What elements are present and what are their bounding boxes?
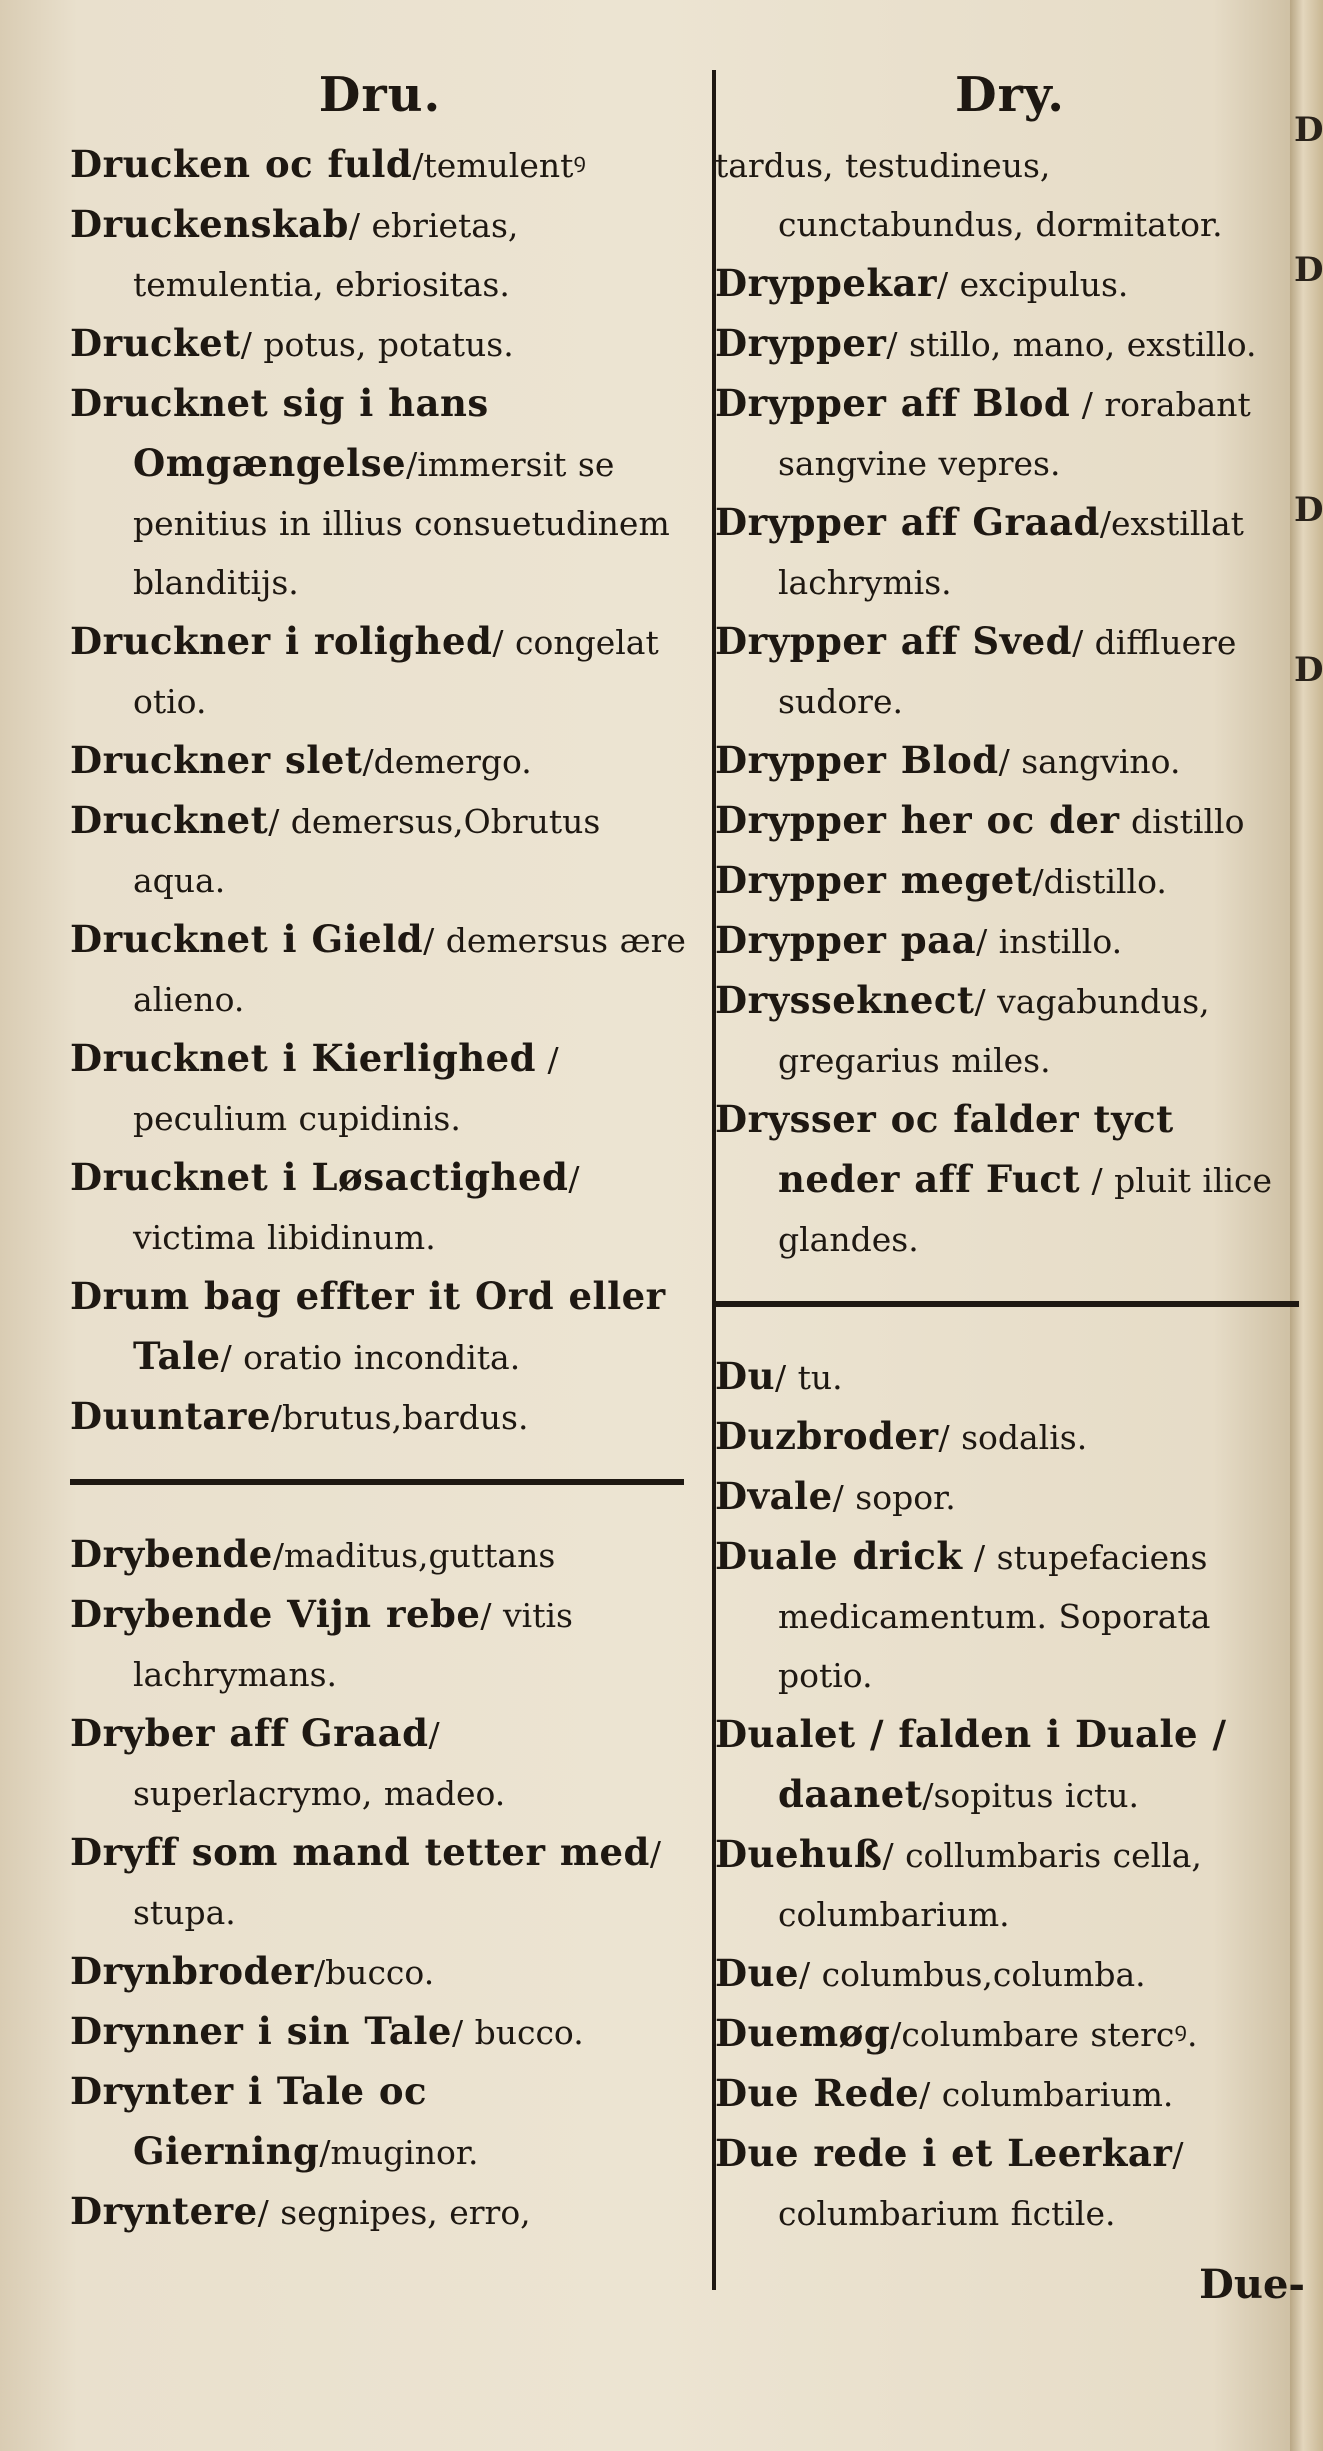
- latin-translation: peculium cupidinis.: [133, 1099, 461, 1138]
- dictionary-entry: [715, 2004, 1305, 2064]
- left-running-head: Dru.: [318, 67, 442, 123]
- dictionary-entry: [70, 731, 690, 791]
- entry-separator: /: [1172, 2135, 1184, 2174]
- entry-separator: /: [882, 1836, 894, 1875]
- latin-translation: columbare stercꝰ.: [901, 2015, 1198, 2054]
- latin-translation: sodalis.: [949, 1418, 1088, 1457]
- edge-letter: D: [1294, 490, 1323, 530]
- latin-translation: columbarium.: [930, 2075, 1174, 2114]
- entry-separator: /: [480, 1596, 492, 1635]
- dictionary-entry: [715, 791, 1305, 851]
- dictionary-entry: [715, 1407, 1305, 1467]
- headword: Drypper aff Graad: [715, 500, 1100, 544]
- latin-translation: muginor.: [330, 2133, 479, 2172]
- dictionary-entry: [70, 791, 690, 910]
- latin-translation: pluit ilice glandes.: [778, 1161, 1273, 1259]
- latin-translation: bucco.: [463, 2013, 584, 2052]
- entry-separator: /: [936, 265, 949, 304]
- headword: Drucken oc fuld: [70, 142, 413, 186]
- entry-separator: /: [272, 1536, 284, 1575]
- entry-separator: /: [412, 146, 424, 185]
- dictionary-entry: [70, 1267, 690, 1387]
- latin-translation: stupa.: [133, 1893, 236, 1932]
- dictionary-entry: [70, 2182, 690, 2242]
- headword: Due: [715, 1951, 800, 1995]
- entry-separator: /: [962, 1538, 986, 1577]
- entry-separator: /: [536, 1040, 559, 1079]
- dictionary-entry: [70, 1942, 690, 2002]
- headword: Drynbroder: [70, 1949, 314, 1993]
- right-running-head: Dry.: [954, 67, 1065, 123]
- latin-translation: distillo: [1131, 802, 1245, 841]
- dictionary-entry: [715, 851, 1305, 911]
- latin-translation: brutus,bardus.: [282, 1398, 529, 1437]
- headword: Dvale: [715, 1474, 833, 1518]
- headword: Duzbroder: [715, 1414, 939, 1458]
- headword: Drucknet i Kierlighed: [70, 1036, 537, 1080]
- entry-separator: /: [240, 325, 252, 364]
- headword: Drypper aff Sved: [715, 619, 1073, 663]
- headword: Duehuß: [715, 1832, 883, 1876]
- headword: Drucknet i Gield: [70, 917, 424, 961]
- latin-translation: demergo.: [373, 742, 532, 781]
- latin-translation: superlacrymo, madeo.: [133, 1774, 506, 1813]
- entry-separator: /: [270, 1398, 283, 1437]
- headword: Dualet / falden i Duale / daanet: [715, 1712, 1227, 1816]
- headword: Dryber aff Graad: [70, 1711, 429, 1755]
- section-separator: [70, 1479, 684, 1485]
- dictionary-entry: [70, 2062, 690, 2182]
- dictionary-entry: [70, 1823, 690, 1942]
- latin-translation: temulentꝰ: [423, 146, 586, 185]
- dictionary-entry: [70, 612, 690, 731]
- dictionary-entry: [715, 493, 1305, 612]
- latin-translation: demersus ære alieno.: [133, 921, 686, 1019]
- entry-separator: /: [890, 2015, 902, 2054]
- dictionary-entry: [70, 1387, 690, 1447]
- entry-separator: /: [1072, 623, 1084, 662]
- entry-separator: /: [319, 2133, 331, 2172]
- headword: Drybende Vijn rebe: [70, 1592, 481, 1636]
- left-column: [70, 55, 690, 2242]
- headword: Due Rede: [715, 2071, 920, 2115]
- entry-separator: /: [257, 2193, 269, 2232]
- entry-separator: /: [220, 1338, 232, 1377]
- entry-separator: /: [886, 325, 898, 364]
- headword: Drynter i Tale oc Gierning: [70, 2069, 428, 2173]
- dictionary-entry: [715, 1090, 1305, 1269]
- latin-translation: stillo, mano, exstillo.: [897, 325, 1257, 364]
- headword: Duale drick: [715, 1534, 963, 1578]
- latin-translation: exstillat lachrymis.: [778, 504, 1244, 602]
- entry-separator: /: [998, 742, 1010, 781]
- headword: Drypper meget: [715, 858, 1033, 902]
- entry-separator: /: [428, 1715, 440, 1754]
- latin-translation: vitis lachrymans.: [133, 1596, 573, 1694]
- latin-translation: sopor.: [843, 1478, 956, 1517]
- dictionary-entry: [70, 1525, 690, 1585]
- latin-translation: columbarium fictile.: [778, 2194, 1116, 2233]
- headword: Drypper Blod: [715, 738, 999, 782]
- entry-separator: /: [832, 1478, 844, 1517]
- section-separator: [715, 1301, 1299, 1307]
- dictionary-entry: [70, 195, 690, 314]
- entry-separator: /: [775, 1358, 787, 1397]
- latin-translation: demersus,Obrutus aqua.: [133, 802, 601, 900]
- headword: Du: [715, 1354, 775, 1398]
- dictionary-entry: [70, 910, 690, 1029]
- latin-translation: tardus, testudineus, cunctabundus, dormitator.: [715, 146, 1223, 244]
- headword: Dryff som mand tetter med: [70, 1830, 650, 1874]
- dictionary-entry: [715, 1467, 1305, 1527]
- right-entries-a: [715, 135, 1305, 1269]
- latin-translation: maditus,guttans: [283, 1536, 556, 1575]
- dictionary-entry: [70, 1704, 690, 1823]
- left-entries-a: [70, 135, 690, 1447]
- latin-translation: instillo.: [987, 922, 1123, 961]
- latin-translation: tu.: [786, 1358, 843, 1397]
- entry-separator: /: [406, 445, 418, 484]
- catchword: Due-: [1199, 2261, 1305, 2308]
- dictionary-entry: [715, 314, 1305, 374]
- left-entries-b: [70, 1525, 690, 2242]
- right-entries-b: [715, 1347, 1305, 2243]
- headword: Drypper paa: [715, 918, 977, 962]
- headword: Drum bag effter it Ord eller Tale: [70, 1274, 666, 1378]
- dictionary-entry: [715, 2064, 1305, 2124]
- headword: Drybende: [70, 1532, 273, 1576]
- dictionary-entry: [715, 1527, 1305, 1705]
- entry-separator: /: [974, 982, 986, 1021]
- entry-separator: /: [1070, 385, 1093, 424]
- headword: Dryntere: [70, 2189, 258, 2233]
- entry-separator: /: [268, 802, 280, 841]
- dictionary-entry: [715, 374, 1305, 493]
- headword: Drucket: [70, 321, 241, 365]
- edge-letter: D: [1294, 110, 1323, 150]
- latin-translation: bucco.: [325, 1953, 435, 1992]
- dictionary-entry: [70, 374, 690, 612]
- headword: Drucknet: [70, 798, 269, 842]
- entry-separator: /: [938, 1418, 950, 1457]
- latin-translation: distillo.: [1043, 862, 1167, 901]
- entry-separator: /: [492, 623, 504, 662]
- entry-separator: /: [976, 922, 988, 961]
- dictionary-entry: [715, 971, 1305, 1090]
- dictionary-entry: [715, 254, 1305, 314]
- headword: Drypper her oc der: [715, 798, 1120, 842]
- entry-separator: /: [922, 1776, 934, 1815]
- headword: Drucknet i Løsactighed: [70, 1155, 569, 1199]
- dictionary-entry: [715, 1347, 1305, 1407]
- entry-separator: /: [649, 1834, 662, 1873]
- dictionary-entry: [70, 1585, 690, 1704]
- entry-separator: /: [451, 2013, 464, 2052]
- latin-translation: vagabundus, gregarius miles.: [778, 982, 1210, 1080]
- headword: Drysseknect: [715, 978, 975, 1022]
- headword: Drypper aff Blod: [715, 381, 1071, 425]
- entry-separator: /: [313, 1953, 326, 1992]
- latin-translation: diffluere sudore.: [778, 623, 1237, 721]
- headword: Duuntare: [70, 1394, 271, 1438]
- dictionary-entry: [70, 314, 690, 374]
- entry-separator: /: [919, 2075, 931, 2114]
- headword: Due rede i et Leerkar: [715, 2131, 1173, 2175]
- latin-translation: sangvino.: [1009, 742, 1181, 781]
- dictionary-entry: [715, 1944, 1305, 2004]
- entry-separator: /: [1032, 862, 1044, 901]
- edge-letter: D: [1294, 250, 1323, 290]
- dictionary-entry: [715, 1825, 1305, 1944]
- entry-separator: /: [568, 1159, 580, 1198]
- latin-translation: columbus,columba.: [810, 1955, 1146, 1994]
- headword: Drucknet sig i hans Omgængelse: [70, 381, 489, 485]
- dictionary-entry: [715, 612, 1305, 731]
- latin-translation: potus, potatus.: [251, 325, 514, 364]
- latin-translation: excipulus.: [948, 265, 1129, 304]
- entry-separator: /: [1099, 504, 1111, 543]
- latin-translation: oratio incondita.: [231, 1338, 521, 1377]
- dictionary-entry: [70, 2002, 690, 2062]
- edge-letter: D: [1294, 650, 1323, 690]
- latin-translation: congelat otio.: [133, 623, 659, 721]
- entry-separator: [1120, 802, 1132, 841]
- entry-separator: /: [423, 921, 435, 960]
- headword: Drynner i sin Tale: [70, 2009, 452, 2053]
- latin-translation: segnipes, erro,: [268, 2193, 531, 2232]
- entry-separator: /: [362, 742, 374, 781]
- headword: Drysser oc falder tyct neder aff Fuct: [715, 1097, 1174, 1201]
- entry-separator: /: [799, 1955, 811, 1994]
- dictionary-entry: [70, 1148, 690, 1267]
- dictionary-entry: [715, 2124, 1305, 2243]
- dictionary-entry: [70, 1029, 690, 1148]
- entry-separator: /: [348, 206, 361, 245]
- latin-translation: collumbaris cella, columbarium.: [778, 1836, 1202, 1934]
- dictionary-entry: [715, 135, 1305, 254]
- dictionary-entry: [715, 1705, 1305, 1825]
- dictionary-entry: [715, 911, 1305, 971]
- headword: Druckner i rolighed: [70, 619, 493, 663]
- headword: Druckner slet: [70, 738, 363, 782]
- latin-translation: victima libidinum.: [133, 1218, 436, 1257]
- entry-separator: /: [1080, 1161, 1103, 1200]
- dictionary-entry: [715, 731, 1305, 791]
- dictionary-entry: [70, 135, 690, 195]
- headword: Drypper: [715, 321, 887, 365]
- headword: Dryppekar: [715, 261, 937, 305]
- latin-translation: stupefaciens medicamentum. Soporata potio.: [778, 1538, 1211, 1695]
- latin-translation: immersit se penitius in illius consuetudinem blanditijs.: [133, 445, 670, 602]
- headword: Druckenskab: [70, 202, 349, 246]
- latin-translation: sopitus ictu.: [933, 1776, 1139, 1815]
- right-column: [715, 55, 1305, 2308]
- latin-translation: rorabant sangvine vepres.: [778, 385, 1251, 483]
- headword: Duemøg: [715, 2011, 891, 2055]
- latin-translation: ebrietas, temulentia, ebriositas.: [133, 206, 519, 304]
